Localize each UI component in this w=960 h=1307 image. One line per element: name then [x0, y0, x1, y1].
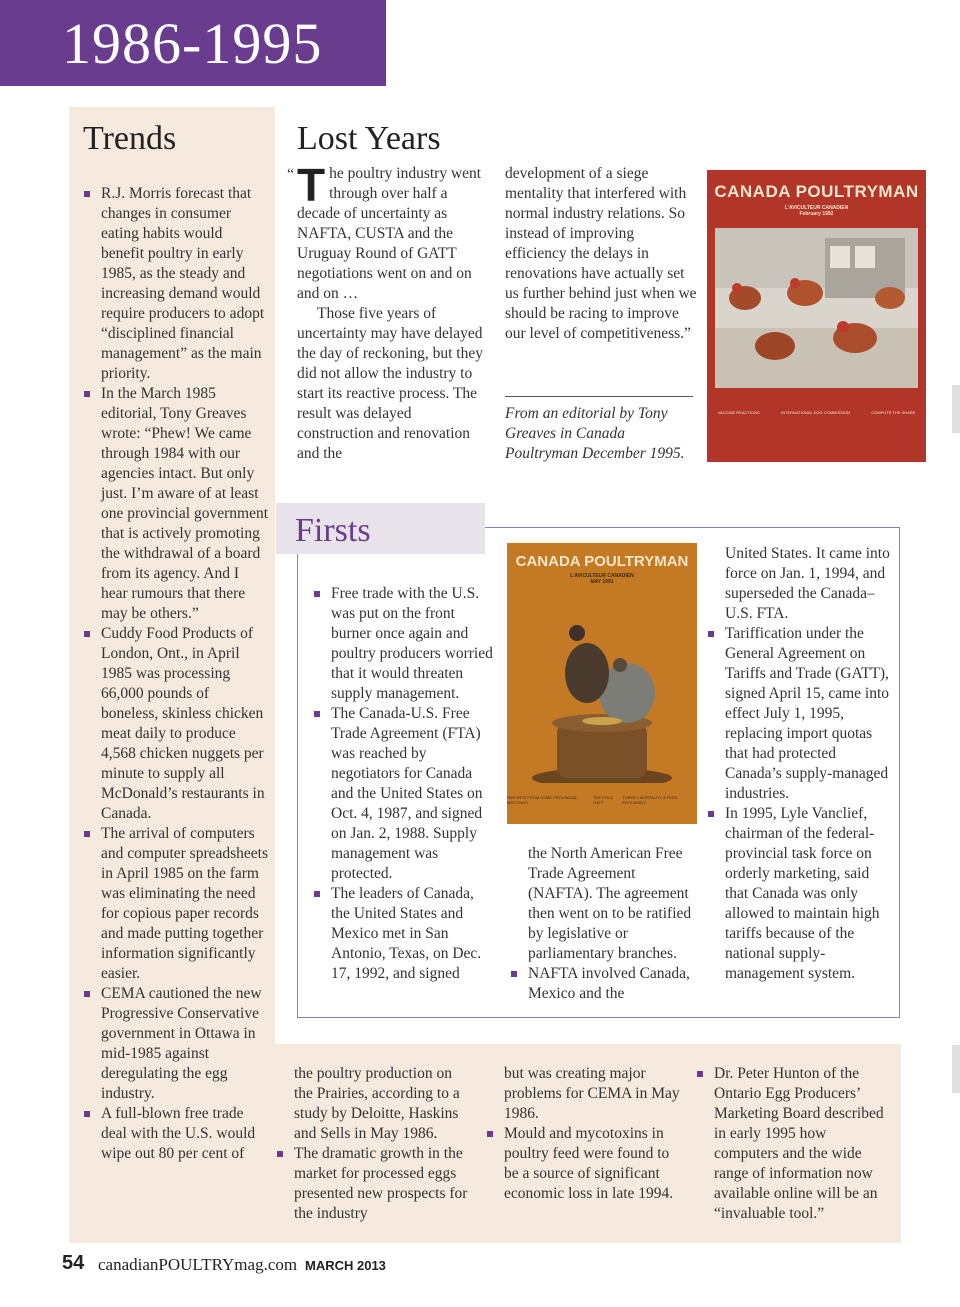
trends-title: Trends	[83, 120, 177, 157]
cover-issue: MAY 1991	[590, 579, 614, 585]
bottom-list-2	[486, 1124, 682, 1204]
cover-title: CANADA POULTRYMAN	[714, 182, 919, 201]
lost-years-para-3: development of a siege mentality that interfered with normal industry relations. So instead of improving efficiency the delays in renovations have actually set us further behind just when we should be racing to improve our level of competitiveness.”	[505, 165, 697, 342]
cover-footer-item: COMPUTE THE SHARE	[871, 410, 916, 415]
cover-footer	[707, 410, 926, 415]
lost-years-title: Lost Years	[297, 120, 441, 157]
cover-footer-item: VACCINE REACTIONS	[717, 410, 760, 415]
lost-years-para-2: Those five years of uncertainty may have delayed the day of reckoning, but they did not allow the industry to start its reactive process. The result was delayed construction and renovation and the	[297, 305, 483, 462]
cover-footer-item: THE FTA & GATT	[592, 795, 613, 805]
turkeys-illustration	[517, 603, 687, 783]
list-item: Free trade with the U.S. was put on the front burner once again and poultry producers worried that it would threaten supply management.	[313, 584, 493, 704]
lost-years-column-2	[505, 164, 697, 344]
firsts-col3-continuation: United States. It came into force on Jan. 1, 1994, and superseded the Canada–U.S. FTA.	[725, 545, 890, 622]
cover-issue: February 1992	[799, 211, 834, 217]
firsts-column-3	[707, 544, 892, 984]
magazine-cover-chickens	[707, 170, 926, 462]
cover-subtitle: L'AVICULTEUR CANADIEN	[784, 205, 849, 211]
firsts-title: Firsts	[295, 512, 371, 549]
lost-years-column-1	[297, 159, 489, 464]
trends-list	[83, 184, 268, 1164]
list-item: In the March 1985 editorial, Tony Greaves wrote: “Phew! We came through 1984 with our agencies intact. But only just. I’m aware of at least one provincial government that is actively promoting the withdrawal of a board from its agency. And I hear rumours that there may be others.”	[83, 384, 268, 624]
source-divider	[505, 396, 693, 397]
banner-title: 1986-1995	[62, 11, 323, 76]
page-edge-mark	[952, 385, 960, 433]
firsts-col2-continuation: the North American Free Trade Agreement (NAFTA). The agreement then went on to be ratified by legislative or parliamentary branches.	[528, 845, 692, 962]
firsts-column-1	[313, 584, 493, 984]
drop-cap: T	[297, 159, 326, 211]
trends-column	[83, 184, 268, 1164]
list-item: Dr. Peter Hunton of the Ontario Egg Producers’ Marketing Board described in early 1995 how computers and the wide range of information now available online will be an “invaluable tool.”	[696, 1064, 892, 1224]
bottom-column-2	[486, 1064, 682, 1204]
issue-date: MARCH 2013	[305, 1258, 386, 1273]
page-edge-mark	[952, 1045, 960, 1093]
list-item: The Canada-U.S. Free Trade Agreement (FTA) was reached by negotiators for Canada and the United States on Oct. 4, 1987, and signed on Jan. 2, 1988. Supply management was protected.	[313, 704, 493, 884]
list-item: In 1995, Lyle Vanclief, chairman of the federal-provincial task force on orderly marketing, said that Canada was only allowed to maintain high tariffs because of the national supply-management system.	[707, 804, 892, 984]
list-item: The leaders of Canada, the United States and Mexico met in San Antonio, Texas, on Dec. 17, 1992, and signed	[313, 884, 493, 984]
list-item: A full-blown free trade deal with the U.S. would wipe out 80 per cent of	[83, 1104, 268, 1164]
firsts-list-3	[707, 624, 892, 984]
cover-footer-item: REPORTS FROM SOME PROVINCIAL MEETINGS	[507, 795, 578, 805]
cover-footer-item: INTERNATIONAL EGG COMMISSION	[781, 410, 850, 415]
list-item: CEMA cautioned the new Progressive Conservative government in Ottawa in mid-1985 against deregulating the egg industry.	[83, 984, 268, 1104]
list-item: Mould and mycotoxins in poultry feed were found to be a source of significant economic loss in late 1994.	[486, 1124, 682, 1204]
bottom-column-3	[696, 1064, 892, 1224]
lost-years-para-1: he poultry industry went through over half a decade of uncertainty as NAFTA, CUSTA and the Uruguay Round of GATT negotiations went on and on and on …	[297, 165, 482, 302]
list-item: Cuddy Food Products of London, Ont., in April 1985 was processing 66,000 pounds of boneless, skinless chicken meat daily to produce 4,568 chicken nuggets per minute to supply all McDonald’s restaurants in Canada.	[83, 624, 268, 824]
open-quote: “	[287, 166, 295, 183]
chickens-illustration	[715, 228, 918, 388]
firsts-list-2	[510, 964, 693, 1004]
bottom-col2-continuation: but was creating major problems for CEMA in May 1986.	[504, 1065, 680, 1122]
cover-title: CANADA POULTRYMAN	[515, 553, 689, 570]
page-number: 54	[62, 1252, 85, 1274]
magazine-cover-turkeys	[507, 543, 697, 824]
list-item: NAFTA involved Canada, Mexico and the	[510, 964, 693, 1004]
cover-subtitle: L'AVICULTEUR CANADIEN	[570, 573, 634, 579]
firsts-column-2	[510, 844, 693, 1004]
list-item: The dramatic growth in the market for processed eggs presented new prospects for the industry	[276, 1144, 472, 1224]
firsts-list-1	[313, 584, 493, 984]
list-item: R.J. Morris forecast that changes in consumer eating habits would benefit poultry in early 1985, as the steady and increasing demand would require producers to adopt “disciplined financial management” as the main priority.	[83, 184, 268, 384]
editorial-source: From an editorial by Tony Greaves in Canada Poultryman December 1995.	[505, 405, 685, 462]
bottom-list-1	[276, 1144, 472, 1224]
cover-footer	[507, 795, 697, 805]
list-item: Tariffication under the General Agreement on Tariffs and Trade (GATT), signed April 15, came into effect July 1, 1995, replacing import quotas that had protected Canada’s supply-managed industries.	[707, 624, 892, 804]
bottom-column-1	[276, 1064, 472, 1224]
bottom-col1-continuation: the poultry production on the Prairies, according to a study by Deloitte, Haskins and Sells in May 1986.	[294, 1065, 460, 1142]
list-item: The arrival of computers and computer spreadsheets in April 1985 on the farm was eliminating the need for copious paper records and made putting together information significantly easier.	[83, 824, 268, 984]
website-link[interactable]: canadianPOULTRYmag.com	[98, 1255, 298, 1274]
bottom-list-3	[696, 1064, 892, 1224]
cover-footer-item: TURKEY MORTALITY & FEED EFFICIENCY	[622, 795, 678, 805]
